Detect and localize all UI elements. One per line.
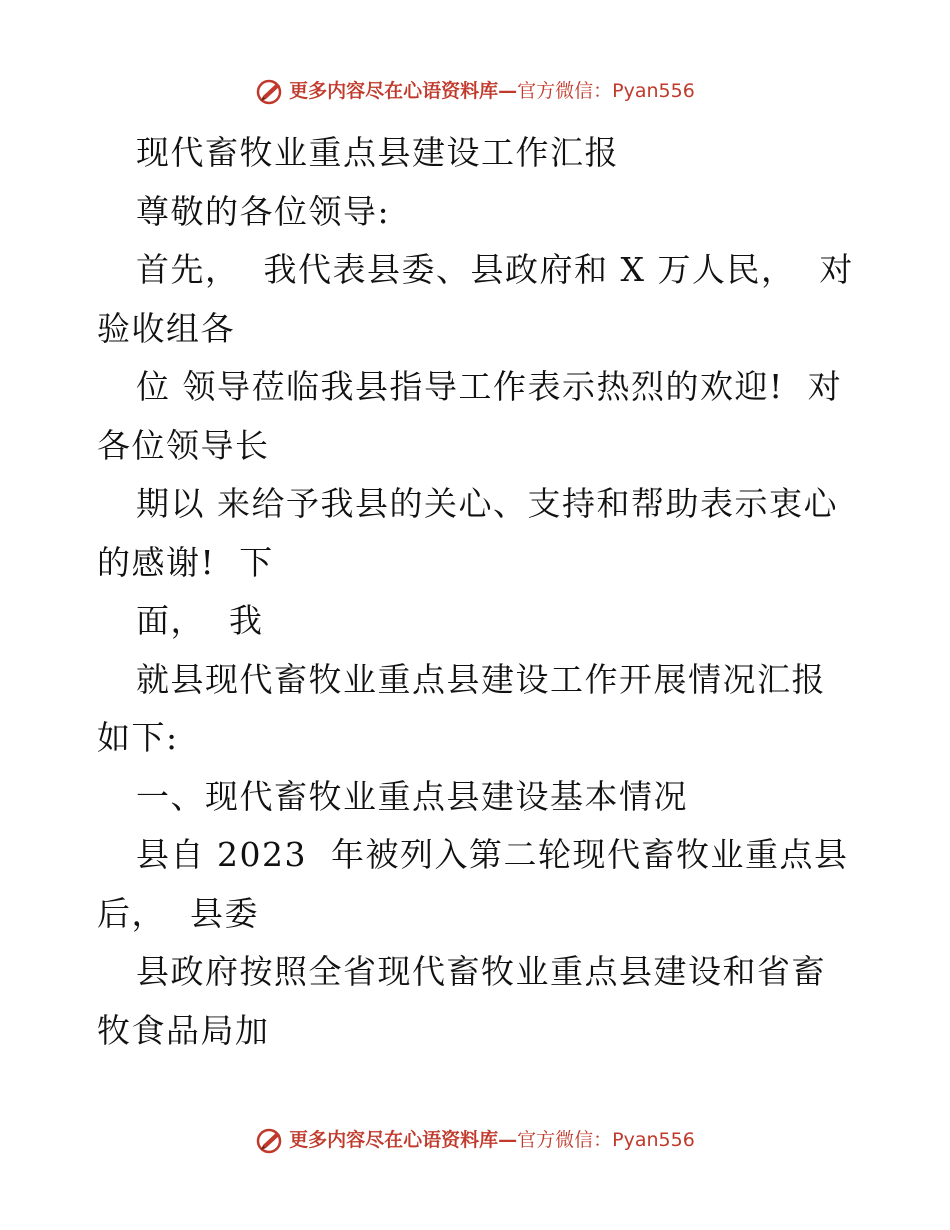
doc-paragraph: 县自 2023 年被列入第二轮现代畜牧业重点县后， 县委 bbox=[97, 835, 849, 933]
doc-paragraph: 就县现代畜牧业重点县建设工作开展情况汇报如下: bbox=[97, 659, 826, 757]
banner-wechat: 官方微信：Pyan556 bbox=[517, 80, 695, 102]
pen-logo-icon bbox=[255, 77, 287, 105]
document-body bbox=[97, 124, 857, 1060]
banner-text: 更多内容尽在心语资料库— bbox=[289, 80, 518, 102]
doc-section-heading: 一、现代畜牧业重点县建设基本情况 bbox=[136, 776, 688, 816]
header-watermark-banner bbox=[0, 76, 950, 105]
doc-paragraph: 首先， 我代表县委、县政府和 X 万人民， 对验收组各 bbox=[97, 250, 854, 348]
pen-logo-icon bbox=[255, 1126, 287, 1154]
footer-watermark-banner bbox=[0, 1125, 950, 1154]
doc-paragraph: 县政府按照全省现代畜牧业重点县建设和省畜牧食品局加 bbox=[97, 952, 826, 1050]
doc-paragraph: 位 领导莅临我县指导工作表示热烈的欢迎! 对各位领导长 bbox=[97, 367, 843, 465]
doc-title: 现代畜牧业重点县建设工作汇报 bbox=[136, 133, 619, 172]
banner-wechat: 官方微信：Pyan556 bbox=[517, 1129, 695, 1151]
doc-greeting: 尊敬的各位领导: bbox=[136, 191, 391, 231]
doc-paragraph: 期以 来给予我县的关心、支持和帮助表示衷心的感谢! 下 bbox=[97, 484, 838, 582]
banner-text: 更多内容尽在心语资料库— bbox=[289, 1129, 518, 1151]
doc-paragraph: 面， 我 bbox=[136, 601, 264, 640]
